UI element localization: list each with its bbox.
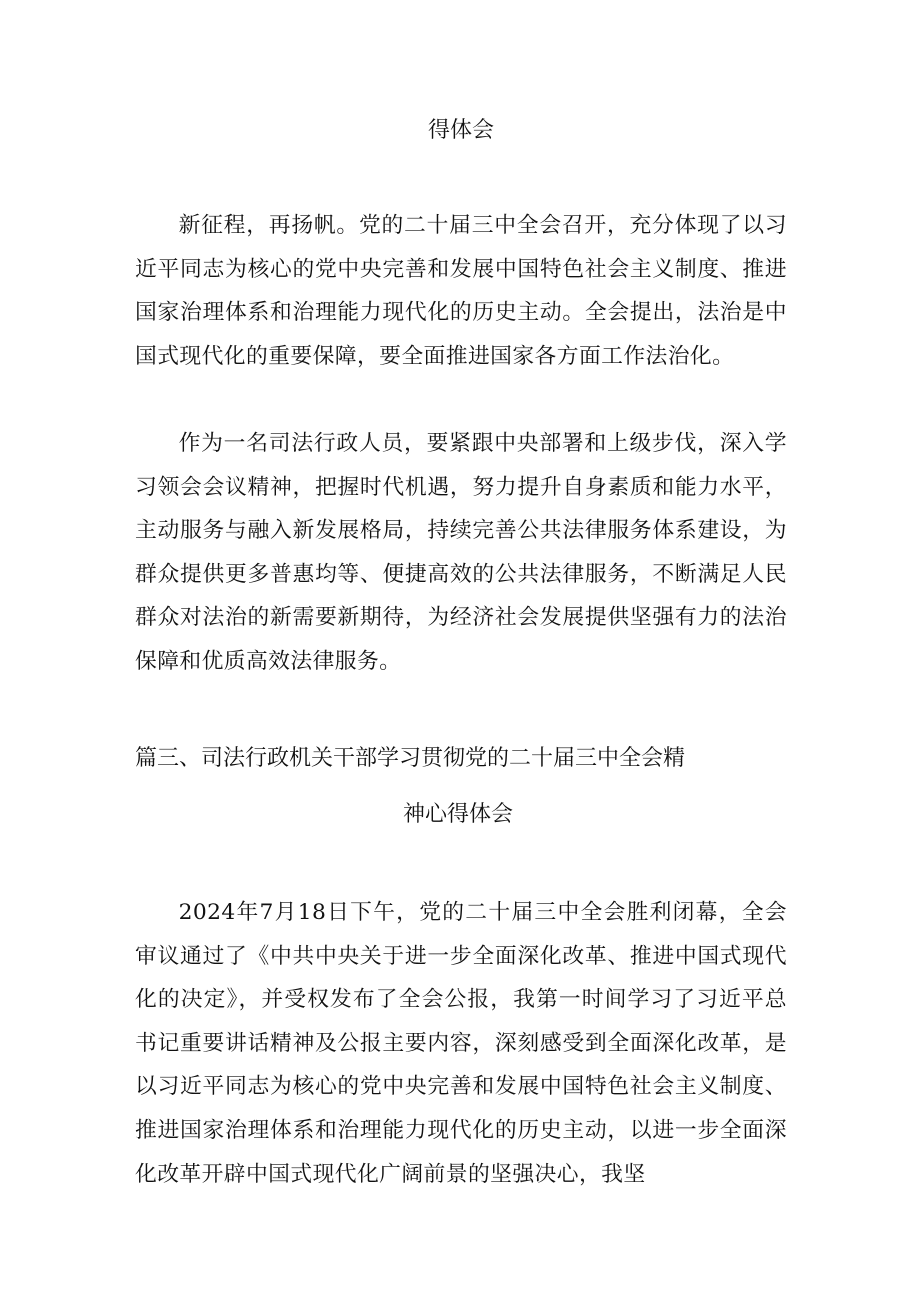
section-three-paragraph-1: 2024年7月18日下午，党的二十届三中全会胜利闭幕，全会审议通过了《中共中央关于进一步全面深化改革、推进中国式现代化的决定》，并受权发布了全会公报，我第一时间学习了习近平总书记重要讲话精神及公报主要内容，深刻感受到全面深化改革，是以习近平同志为核心的党中央完善和发展中国特色社会主义制度、推进国家治理体系和治理能力现代化的历史主动，以进一步全面深化改革开辟中国式现代化广阔前景的坚强决心，我坚	[135, 900, 787, 1187]
section-two-paragraph-2: 作为一名司法行政人员，要紧跟中央部署和上级步伐，深入学习领会会议精神，把握时代机遇，努力提升自身素质和能力水平，主动服务与融入新发展格局，持续完善公共法律服务体系建设，为群众提供更多普惠均等、便捷高效的公共法律服务，不断满足人民群众对法治的新需要新期待，为经济社会发展提供坚强有力的法治保障和优质高效法律服务。	[135, 431, 787, 674]
section-three-title-line-1: 篇三、司法行政机关干部学习贯彻党的二十届三中全会精	[135, 746, 686, 771]
section-three-title-line-2: 神心得体会	[403, 802, 514, 827]
section-two-title-tail: 得体会	[428, 118, 495, 143]
section-two-paragraph-1: 新征程，再扬帆。党的二十届三中全会召开，充分体现了以习近平同志为核心的党中央完善和发展中国特色社会主义制度、推进国家治理体系和治理能力现代化的历史主动。全会提出，法治是中国式现代化的重要保障，要全面推进国家各方面工作法治化。	[135, 213, 787, 369]
